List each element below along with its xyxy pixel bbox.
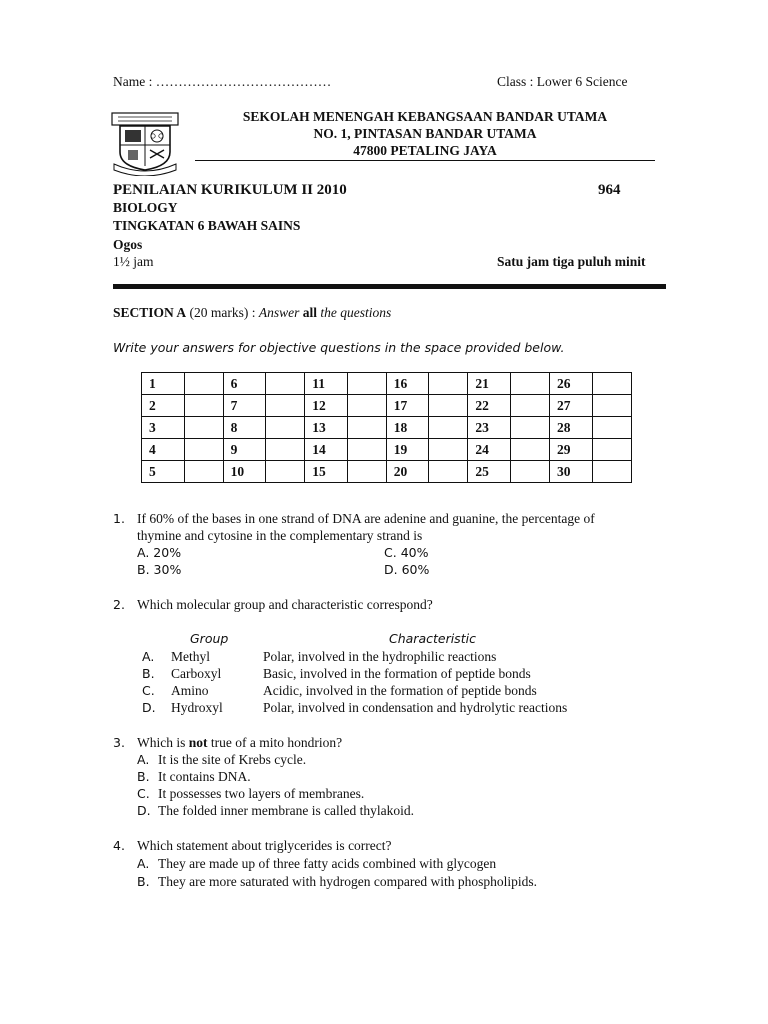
question-1-stem-line2: thymine and cytosine in the complementary strand is (137, 528, 423, 543)
answer-grid (141, 372, 632, 483)
option-letter: A. (137, 856, 150, 871)
q2-option-a-group: Methyl (171, 649, 210, 664)
question-1-number: 1. (113, 511, 125, 526)
question-4-stem: Which statement about triglycerides is correct? (137, 838, 392, 853)
answer-blank-cell[interactable] (429, 417, 468, 439)
answer-blank-cell[interactable] (592, 373, 631, 395)
option-text: It is the site of Krebs cycle. (158, 752, 307, 767)
answer-blank-cell[interactable] (266, 395, 305, 417)
option-text: It contains DNA. (158, 769, 251, 784)
option-text: The folded inner membrane is called thylakoid. (158, 803, 415, 818)
class-label: Class : Lower 6 Science (497, 74, 628, 89)
answer-number-cell: 7 (223, 395, 266, 417)
question-2-number: 2. (113, 597, 125, 612)
q2-option-a-characteristic: Polar, involved in the hydrophilic reactions (263, 649, 497, 664)
answer-number-cell: 4 (142, 439, 185, 461)
q3-stem-emphasis: not (188, 735, 208, 750)
answer-number-cell: 19 (386, 439, 429, 461)
option-text: They are more saturated with hydrogen compared with phospholipids. (158, 874, 538, 889)
answer-number-cell: 23 (468, 417, 511, 439)
answer-grid-row (142, 439, 632, 461)
paper-code: 964 (598, 182, 621, 198)
option-text: 60% (401, 562, 430, 577)
q2-option-b-characteristic: Basic, involved in the formation of peptide bonds (263, 666, 531, 681)
answer-blank-cell[interactable] (184, 417, 223, 439)
answer-blank-cell[interactable] (510, 417, 549, 439)
answer-number-cell: 11 (305, 373, 348, 395)
section-marks: (20 marks) : (189, 305, 256, 320)
option-text: 30% (153, 562, 182, 577)
answer-blank-cell[interactable] (266, 461, 305, 483)
answer-number-cell: 17 (386, 395, 429, 417)
q2-option-c-group: Amino (171, 683, 209, 698)
answer-number-cell: 6 (223, 373, 266, 395)
answer-blank-cell[interactable] (510, 439, 549, 461)
answer-blank-cell[interactable] (429, 395, 468, 417)
answer-blank-cell[interactable] (592, 395, 631, 417)
answer-number-cell: 13 (305, 417, 348, 439)
duration-words: Satu jam tiga puluh minit (497, 254, 646, 269)
answer-number-cell: 8 (223, 417, 266, 439)
q1-option-b (137, 561, 181, 578)
q2-option-c-characteristic: Acidic, involved in the formation of peptide bonds (263, 683, 537, 698)
option-letter: A. (137, 545, 150, 560)
answer-number-cell: 9 (223, 439, 266, 461)
q1-option-c (384, 544, 428, 561)
q2-option-d-characteristic: Polar, involved in condensation and hydrolytic reactions (263, 700, 568, 715)
answer-blank-cell[interactable] (184, 395, 223, 417)
option-letter: B. (137, 874, 150, 889)
question-4-number: 4. (113, 838, 125, 853)
answer-blank-cell[interactable] (347, 395, 386, 417)
answer-number-cell: 22 (468, 395, 511, 417)
q2-option-b-group: Carboxyl (171, 666, 222, 681)
answer-blank-cell[interactable] (266, 373, 305, 395)
school-name: SEKOLAH MENENGAH KEBANGSAAN BANDAR UTAMA (242, 109, 608, 124)
answer-number-cell: 18 (386, 417, 429, 439)
answer-number-cell: 24 (468, 439, 511, 461)
answer-blank-cell[interactable] (429, 461, 468, 483)
answer-blank-cell[interactable] (429, 439, 468, 461)
answer-blank-cell[interactable] (592, 439, 631, 461)
q2-group-header: Group (190, 631, 229, 646)
answer-blank-cell[interactable] (592, 417, 631, 439)
question-3-number: 3. (113, 735, 125, 750)
option-letter: D. (137, 803, 151, 818)
answer-blank-cell[interactable] (429, 373, 468, 395)
school-crest-logo (110, 112, 180, 176)
answer-blank-cell[interactable] (184, 439, 223, 461)
option-letter: B. (137, 562, 150, 577)
answer-blank-cell[interactable] (347, 439, 386, 461)
answer-instruction: Write your answers for objective questions in the space provided below. (113, 340, 565, 355)
option-text: They are made up of three fatty acids combined with glycogen (158, 856, 497, 871)
answer-number-cell: 14 (305, 439, 348, 461)
answer-number-cell: 29 (549, 439, 592, 461)
option-letter: C. (384, 545, 397, 560)
answer-number-cell: 10 (223, 461, 266, 483)
answer-number-cell: 21 (468, 373, 511, 395)
duration: 1½ jam (113, 254, 154, 269)
q3-option-c (137, 785, 364, 802)
answer-number-cell: 30 (549, 461, 592, 483)
exam-title: PENILAIAN KURIKULUM II 2010 (113, 182, 347, 198)
answer-number-cell: 3 (142, 417, 185, 439)
answer-number-cell: 2 (142, 395, 185, 417)
answer-blank-cell[interactable] (184, 373, 223, 395)
name-field-label: Name : ………………………………… (113, 74, 332, 89)
q4-option-b (137, 873, 537, 890)
q2-characteristic-header: Characteristic (389, 631, 476, 646)
q2-option-b-letter: B. (142, 666, 155, 681)
answer-number-cell: 16 (386, 373, 429, 395)
answer-blank-cell[interactable] (266, 439, 305, 461)
option-letter: A. (137, 752, 150, 767)
answer-number-cell: 20 (386, 461, 429, 483)
answer-number-cell: 27 (549, 395, 592, 417)
answer-blank-cell[interactable] (347, 417, 386, 439)
answer-number-cell: 15 (305, 461, 348, 483)
option-letter: C. (137, 786, 150, 801)
answer-grid-row (142, 395, 632, 417)
q1-option-d (384, 561, 429, 578)
school-postcode: 47800 PETALING JAYA (353, 143, 497, 158)
answer-blank-cell[interactable] (347, 461, 386, 483)
q2-option-d-letter: D. (142, 700, 156, 715)
question-1-stem-line1: If 60% of the bases in one strand of DNA are adenine and guanine, the percentage of (137, 511, 595, 526)
option-text: 40% (400, 545, 429, 560)
q3-stem-pre: Which is (137, 735, 186, 750)
section-title: SECTION A (113, 305, 187, 320)
q3-option-a (137, 751, 306, 768)
answer-blank-cell[interactable] (592, 461, 631, 483)
thick-divider (113, 284, 666, 289)
q4-option-a (137, 855, 496, 872)
answer-number-cell: 5 (142, 461, 185, 483)
answer-number-cell: 26 (549, 373, 592, 395)
q3-stem-post: true of a mito hondrion? (210, 735, 343, 750)
answer-blank-cell[interactable] (510, 395, 549, 417)
q1-option-a (137, 544, 181, 561)
subject: BIOLOGY (113, 200, 178, 215)
answer-blank-cell[interactable] (266, 417, 305, 439)
school-address: NO. 1, PINTASAN BANDAR UTAMA (313, 126, 537, 141)
answer-number-cell: 1 (142, 373, 185, 395)
option-text: It possesses two layers of membranes. (158, 786, 365, 801)
option-letter: B. (137, 769, 150, 784)
q3-option-b (137, 768, 251, 785)
option-letter: D. (384, 562, 398, 577)
instruction-part2: the questions (320, 305, 392, 320)
q2-option-c-letter: C. (142, 683, 155, 698)
answer-number-cell: 25 (468, 461, 511, 483)
q3-option-d (137, 802, 414, 819)
answer-blank-cell[interactable] (184, 461, 223, 483)
q2-option-a-letter: A. (142, 649, 155, 664)
exam-month: Ogos (113, 237, 143, 252)
question-3-stem (137, 734, 342, 751)
option-text: 20% (153, 545, 182, 560)
q2-option-d-group: Hydroxyl (171, 700, 223, 715)
header-divider (195, 160, 655, 161)
answer-grid-row (142, 417, 632, 439)
answer-number-cell: 28 (549, 417, 592, 439)
form-level: TINGKATAN 6 BAWAH SAINS (113, 218, 301, 233)
answer-blank-cell[interactable] (510, 461, 549, 483)
answer-number-cell: 12 (305, 395, 348, 417)
question-2-stem: Which molecular group and characteristic correspond? (137, 597, 433, 612)
answer-grid-row (142, 373, 632, 395)
instruction-emphasis: all (302, 305, 318, 320)
instruction-part1: Answer (258, 305, 300, 320)
section-a-heading (113, 305, 391, 321)
answer-blank-cell[interactable] (510, 373, 549, 395)
answer-grid-row (142, 461, 632, 483)
answer-blank-cell[interactable] (347, 373, 386, 395)
